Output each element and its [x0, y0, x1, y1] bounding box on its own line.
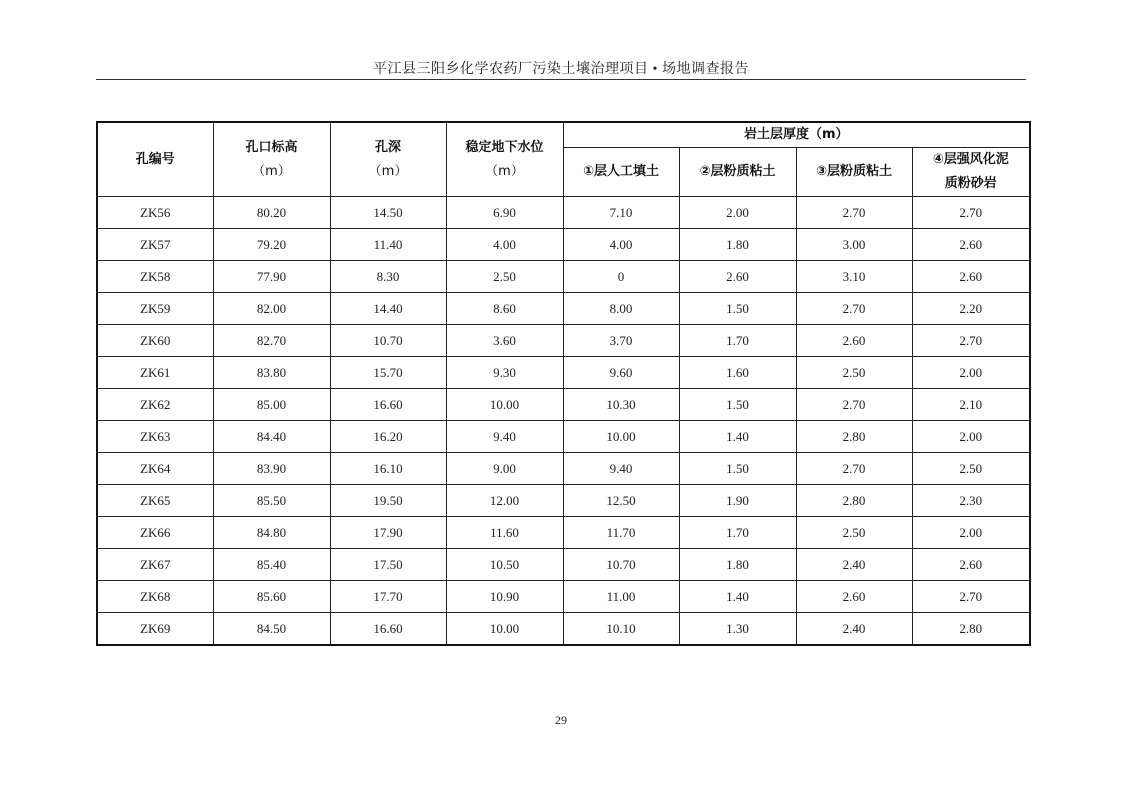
table-cell: 2.70 [796, 453, 912, 485]
table-cell: 4.00 [446, 229, 563, 261]
table-row [97, 453, 1030, 485]
table-cell: 2.00 [679, 197, 796, 229]
table-cell: ZK63 [97, 421, 213, 453]
table-cell: 2.80 [796, 485, 912, 517]
table-cell: ZK64 [97, 453, 213, 485]
table-cell: 2.50 [446, 261, 563, 293]
table-cell: 83.80 [213, 357, 330, 389]
col-header-water-level [446, 122, 563, 197]
table-cell: 11.40 [330, 229, 446, 261]
table-cell: 2.00 [912, 421, 1030, 453]
table-cell: ZK60 [97, 325, 213, 357]
table-cell: 1.30 [679, 613, 796, 646]
table-cell: 84.40 [213, 421, 330, 453]
table-cell: 10.70 [563, 549, 679, 581]
table-cell: 2.70 [912, 581, 1030, 613]
table-cell: 2.20 [912, 293, 1030, 325]
borehole-table [96, 121, 1031, 646]
table-cell: 2.60 [796, 325, 912, 357]
col-header-water-level-label: 稳定地下水位 [465, 139, 544, 155]
table-body [97, 197, 1030, 646]
table-cell: 84.80 [213, 517, 330, 549]
table-cell: 14.40 [330, 293, 446, 325]
table-cell: 1.40 [679, 581, 796, 613]
table-cell: 3.60 [446, 325, 563, 357]
col-header-elevation [213, 122, 330, 197]
table-cell: 2.40 [796, 549, 912, 581]
table-row [97, 421, 1030, 453]
table-cell: 11.70 [563, 517, 679, 549]
table-cell: 11.00 [563, 581, 679, 613]
table-cell: 9.40 [446, 421, 563, 453]
col-header-layer-thickness-group: 岩土层厚度（m） [563, 122, 1030, 148]
table-cell: 2.70 [796, 197, 912, 229]
table-cell: 10.00 [446, 613, 563, 646]
table-row [97, 549, 1030, 581]
table-cell: 77.90 [213, 261, 330, 293]
table-cell: 84.50 [213, 613, 330, 646]
table-cell: 14.50 [330, 197, 446, 229]
col-header-water-level-unit: （m） [485, 163, 524, 179]
table-cell: 9.00 [446, 453, 563, 485]
table-cell: ZK69 [97, 613, 213, 646]
table-cell: 16.60 [330, 613, 446, 646]
table-cell: 80.20 [213, 197, 330, 229]
table-cell: 16.10 [330, 453, 446, 485]
table-cell: 2.70 [796, 389, 912, 421]
table-cell: 6.90 [446, 197, 563, 229]
table-row [97, 581, 1030, 613]
table-cell: 11.60 [446, 517, 563, 549]
col-header-depth-unit: （m） [368, 163, 408, 179]
table-cell: 1.50 [679, 453, 796, 485]
table-cell: 8.00 [563, 293, 679, 325]
table-cell: 2.50 [796, 517, 912, 549]
table-cell: 2.60 [912, 261, 1030, 293]
table-cell: 2.80 [796, 421, 912, 453]
col-header-elevation-label: 孔口标高 [245, 139, 298, 155]
col-header-hole-id: 孔编号 [97, 122, 213, 197]
table-cell: 1.40 [679, 421, 796, 453]
table-cell: 10.70 [330, 325, 446, 357]
col-header-layer-4-line-1: ④层强风化泥 [932, 152, 1009, 167]
table-cell: 16.60 [330, 389, 446, 421]
table-cell: 12.50 [563, 485, 679, 517]
table-cell: 3.00 [796, 229, 912, 261]
table-cell: 2.80 [912, 613, 1030, 646]
table-cell: 1.50 [679, 293, 796, 325]
table-cell: 82.00 [213, 293, 330, 325]
table-cell: ZK65 [97, 485, 213, 517]
col-header-elevation-unit: （m） [252, 163, 291, 179]
header-divider [96, 79, 1026, 80]
table-cell: 2.40 [796, 613, 912, 646]
table-cell: 0 [563, 261, 679, 293]
col-header-layer-4-line-2: 质粉砂岩 [944, 176, 997, 191]
col-header-depth [330, 122, 446, 197]
table-cell: 82.70 [213, 325, 330, 357]
table-row [97, 389, 1030, 421]
table-cell: 4.00 [563, 229, 679, 261]
table-cell: 8.30 [330, 261, 446, 293]
table-cell: 2.00 [912, 357, 1030, 389]
table-cell: ZK68 [97, 581, 213, 613]
table-cell: 1.90 [679, 485, 796, 517]
table-cell: ZK61 [97, 357, 213, 389]
table-row [97, 229, 1030, 261]
table-cell: 1.80 [679, 229, 796, 261]
table-cell: 9.30 [446, 357, 563, 389]
document-header-title: 平江县三阳乡化学农药厂污染土壤治理项目 • 场地调查报告 [373, 62, 749, 77]
table-cell: 85.40 [213, 549, 330, 581]
col-header-layer-4 [912, 148, 1030, 197]
table-cell: 83.90 [213, 453, 330, 485]
table-cell: 2.50 [796, 357, 912, 389]
table-cell: 2.00 [912, 517, 1030, 549]
table-header [97, 122, 1030, 197]
table-cell: 2.70 [912, 325, 1030, 357]
table-cell: 85.60 [213, 581, 330, 613]
table-cell: 1.70 [679, 517, 796, 549]
table-cell: 17.90 [330, 517, 446, 549]
table-cell: ZK58 [97, 261, 213, 293]
table-cell: ZK56 [97, 197, 213, 229]
table-cell: ZK62 [97, 389, 213, 421]
table-cell: 17.50 [330, 549, 446, 581]
table-cell: 1.60 [679, 357, 796, 389]
table-row [97, 613, 1030, 646]
table-cell: 9.40 [563, 453, 679, 485]
table-cell: 10.90 [446, 581, 563, 613]
table-cell: 10.50 [446, 549, 563, 581]
table-cell: 2.30 [912, 485, 1030, 517]
table-row [97, 325, 1030, 357]
table-row [97, 293, 1030, 325]
table-cell: ZK57 [97, 229, 213, 261]
table-cell: 1.80 [679, 549, 796, 581]
table-cell: 2.60 [679, 261, 796, 293]
table-row [97, 485, 1030, 517]
table-cell: 2.60 [912, 549, 1030, 581]
table-row [97, 517, 1030, 549]
table-cell: 2.10 [912, 389, 1030, 421]
col-header-depth-label: 孔深 [374, 139, 401, 155]
table-cell: 9.60 [563, 357, 679, 389]
table-cell: 2.60 [796, 581, 912, 613]
table-cell: 19.50 [330, 485, 446, 517]
table-cell: 10.30 [563, 389, 679, 421]
table-cell: 3.10 [796, 261, 912, 293]
table-row [97, 197, 1030, 229]
table-cell: 10.00 [563, 421, 679, 453]
table-cell: 1.70 [679, 325, 796, 357]
page-number: 29 [555, 713, 567, 727]
table-cell: 10.00 [446, 389, 563, 421]
table-cell: ZK59 [97, 293, 213, 325]
table-cell: 3.70 [563, 325, 679, 357]
table-cell: 17.70 [330, 581, 446, 613]
table-cell: ZK67 [97, 549, 213, 581]
table-cell: 2.70 [912, 197, 1030, 229]
table-cell: 2.70 [796, 293, 912, 325]
table-cell: 2.50 [912, 453, 1030, 485]
table-row [97, 261, 1030, 293]
table-row [97, 357, 1030, 389]
table-cell: 1.50 [679, 389, 796, 421]
table-cell: 2.60 [912, 229, 1030, 261]
table-cell: 15.70 [330, 357, 446, 389]
table-cell: 85.50 [213, 485, 330, 517]
col-header-layer-1: ①层人工填土 [563, 148, 679, 197]
table-cell: 79.20 [213, 229, 330, 261]
table-cell: 10.10 [563, 613, 679, 646]
table-cell: 7.10 [563, 197, 679, 229]
col-header-layer-2: ②层粉质粘土 [679, 148, 796, 197]
table-cell: 85.00 [213, 389, 330, 421]
table-cell: 16.20 [330, 421, 446, 453]
col-header-layer-3: ③层粉质粘土 [796, 148, 912, 197]
table-cell: ZK66 [97, 517, 213, 549]
header-row-1 [97, 122, 1030, 148]
table-cell: 12.00 [446, 485, 563, 517]
table-cell: 8.60 [446, 293, 563, 325]
